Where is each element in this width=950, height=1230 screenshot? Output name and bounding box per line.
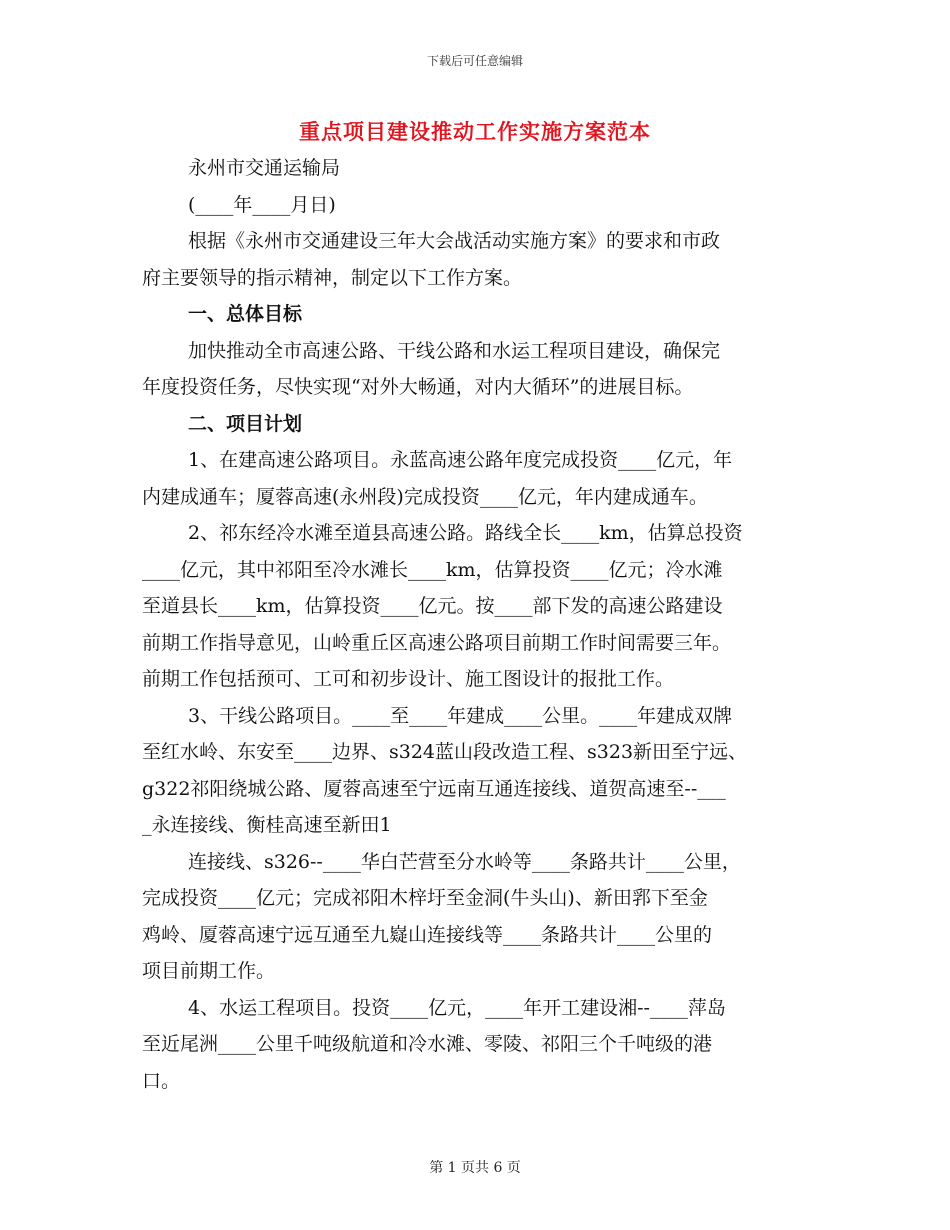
- body-line: 连接线、s326--____华白芒营至分水岭等____条路共计____公里，: [188, 850, 741, 873]
- body-line: 至红水岭、东安至____边界、s324蓝山段改造工程、s323新田至宁远、: [142, 741, 748, 763]
- body-line: 鸡岭、厦蓉高速宁远互通至九嶷山连接线等____条路共计____公里的: [142, 923, 713, 946]
- body-line: 年度投资任务，尽快实现“对外大畅通，对内大循环”的进展目标。: [142, 376, 694, 398]
- body-line: (____年____月日): [188, 193, 336, 216]
- body-line: 永州市交通运输局: [188, 157, 341, 179]
- body-line: ____亿元，其中祁阳至冷水滩长____km，估算投资____亿元；冷水滩: [142, 558, 723, 581]
- body-line: 完成投资____亿元；完成祁阳木梓圩至金洞(牛头山)、新田郛下至金: [142, 887, 708, 909]
- page-footer: 第 1 页共 6 页: [429, 1160, 521, 1176]
- body-line: 2、祁东经冷水滩至道县高速公路。路线全长____km，估算总投资: [188, 522, 743, 544]
- body-line: _永连接线、衡桂高速至新田1: [142, 814, 392, 836]
- body-line: 根据《永州市交通建设三年大会战活动实施方案》的要求和市政: [188, 230, 721, 252]
- body-line: 前期工作包括预可、工可和初步设计、施工图设计的报批工作。: [142, 668, 675, 690]
- body-line: 项目前期工作。: [142, 960, 276, 982]
- body-line: 1、在建高速公路项目。永蓝高速公路年度完成投资____亿元，年: [188, 449, 733, 471]
- body-line: 府主要领导的指示精神，制定以下工作方案。: [142, 266, 523, 289]
- document-body: [142, 150, 812, 1099]
- body-line: 4、水运工程项目。投资____亿元，____年开工建设湘--____萍岛: [188, 996, 726, 1019]
- body-line: 至近尾洲____公里千吨级航道和冷水滩、零陵、祁阳三个千吨级的港: [142, 1033, 713, 1055]
- body-line: 口。: [142, 1069, 181, 1092]
- body-line: 前期工作指导意见，山岭重丘区高速公路项目前期工作时间需要三年。: [142, 631, 732, 654]
- body-line: g322祁阳绕城公路、厦蓉高速至宁远南互通连接线、道贺高速至--___: [142, 777, 726, 800]
- body-line: 内建成通车；厦蓉高速(永州段)完成投资____亿元，年内建成通车。: [142, 485, 708, 508]
- document-title: 重点项目建设推动工作实施方案范本: [299, 119, 651, 144]
- body-line: 3、干线公路项目。____至____年建成____公里。____年建成双牌: [188, 704, 733, 727]
- body-line: 加快推动全市高速公路、干线公路和水运工程项目建设，确保完: [188, 339, 721, 362]
- body-line: 至道县长____km，估算投资____亿元。按____部下发的高速公路建设: [142, 595, 723, 617]
- section-heading: 一、总体目标: [188, 303, 303, 325]
- header-note: 下载后可任意编辑: [426, 54, 523, 68]
- section-heading: 二、项目计划: [188, 412, 303, 435]
